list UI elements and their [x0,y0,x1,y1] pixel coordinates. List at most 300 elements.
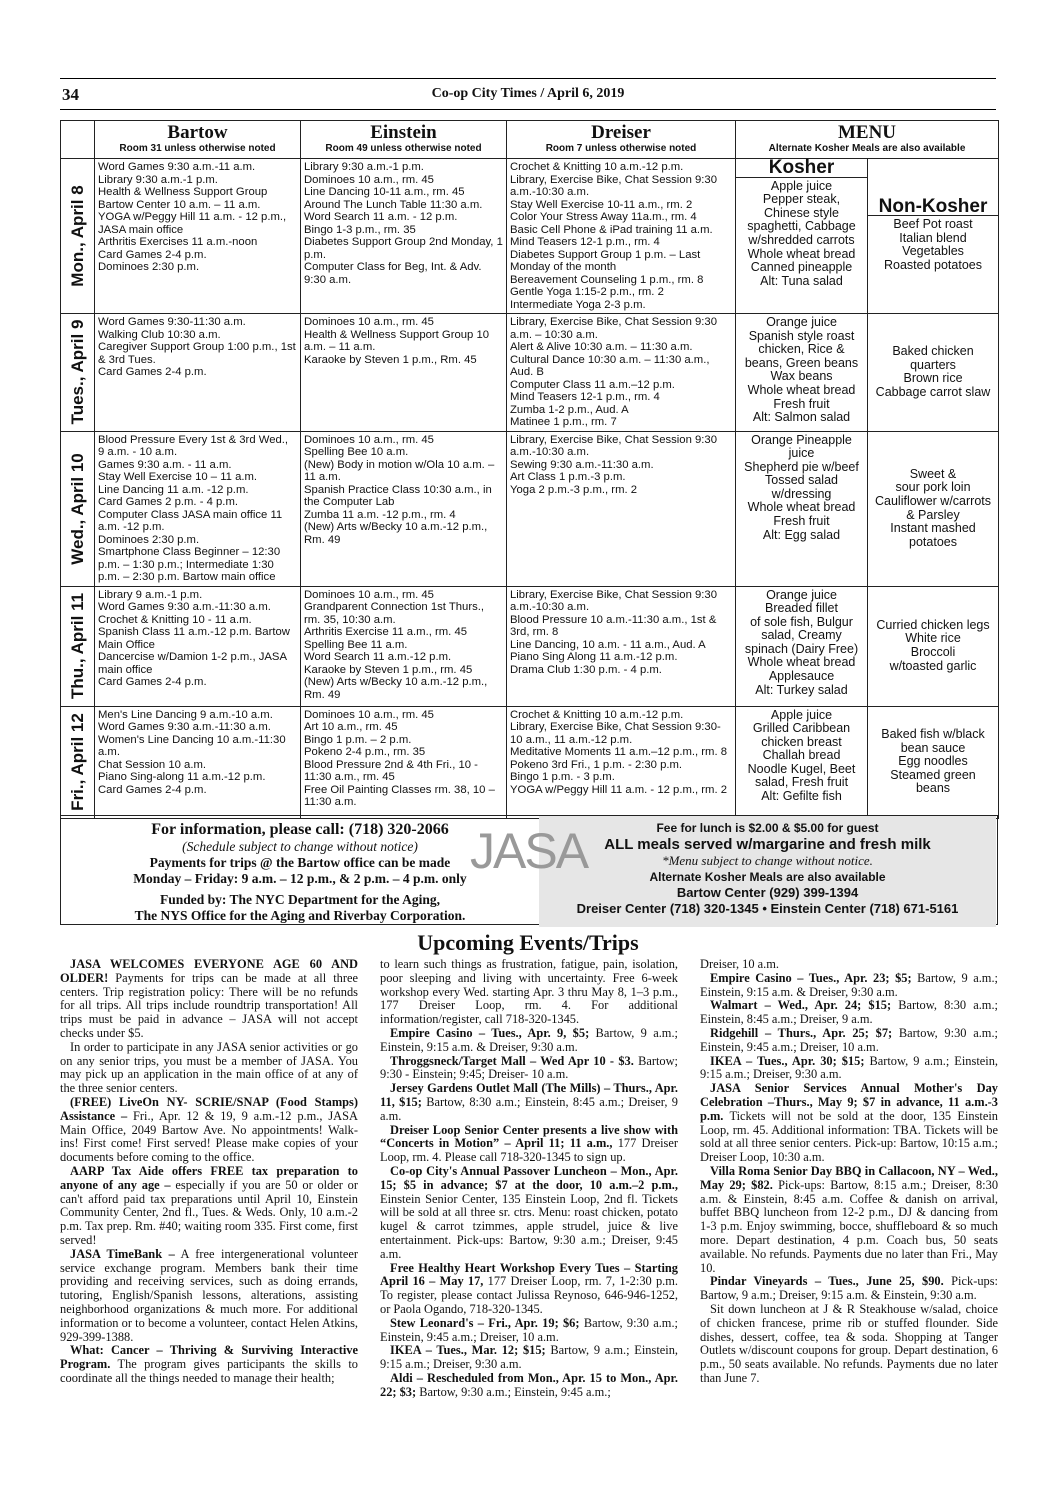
menu-item: Orange Pineapple [751,432,852,447]
menu-item: Apple juice [770,178,833,193]
activity: Matinee 1 p.m., rm. 7 [510,416,617,428]
event-body: 177 Dreiser Loop, rm. 4. Please call 718-320-1345 to sign up. [380,1136,678,1165]
activity: Gentle Yoga 1:15-2 p.m., rm. 2 [510,286,664,298]
menu-item: Fresh fruit [773,514,830,529]
activity: Card Games 2-4 p.m. [98,248,207,261]
activity: Dominoes 2:30 p.m. [98,261,200,273]
menu-item: Alt: Turkey salad [755,682,848,697]
activity: Word Games 9:30-11:30 a.m. [98,316,246,328]
event-paragraph [60,1165,358,1248]
activity: Dominoes 10 a.m., rm. 45 [304,433,434,446]
activity: Arthritis Exercise 11 a.m., rm. 45 [304,626,468,638]
activity: (New) Arts w/Becky 10 a.m.-12 p.m., Rm. 49 [304,521,488,546]
menu-item: Cauliflower w/carrots [875,493,992,508]
menu-title: MENU [837,122,897,143]
einstein-activities [301,706,507,818]
event-heading: Aldi – Rescheduled from Mon., Apr. 15 to Mon., Apr. 22; $3; [380,1370,678,1399]
activity: Spanish Class 11 a.m.-12 p.m. Bartow Main Office [98,626,290,651]
activity: Card Games 2-4 p.m. [98,783,207,796]
activity: Word Games 9:30 a.m.-11:30 a.m. [98,721,271,733]
menu-item: Alt: Salmon salad [752,410,851,425]
activity: Dominoes 10 a.m., rm. 45 [304,173,434,186]
activity: Zumba 11 a.m. -12 p.m., rm. 4 [304,508,456,521]
kosher-menu [736,586,868,706]
menu-item: Fresh fruit [773,396,830,411]
activity: Mind Teasers 12-1 p.m., rm. 4 [510,236,660,248]
nonkosher-menu [868,314,999,432]
event-paragraph [380,958,678,1027]
event-heading: JASA Senior Services Annual Mother's Day Celebration –Thurs., May 9; $7 in advance, 11 a.m.-3 p.m. [700,1081,998,1123]
event-paragraph [700,1165,998,1275]
activity: Bingo 1 p.m. - 3 p.m. [510,771,615,783]
event-body: The program gives participants the skills to coordinate all the things needed to manage their health; [60,1357,358,1385]
einstein-activities [301,314,507,432]
meals-note: ALL meals served w/margarine and fresh milk [604,836,931,853]
activity: Mind Teasers 12-1 p.m., rm. 4 [510,391,660,403]
event-paragraph [700,958,998,972]
event-body: Bartow, 9:30 a.m.; Einstein, 9:45 a.m.; Dreiser, 10 a.m. [380,1315,678,1344]
menu-item: beans [915,781,951,796]
event-body: Bartow, 9 a.m.; Einstein, 9:15 a.m. & Dreiser, 9:30 a.m. [700,970,998,999]
activity: Men's Line Dancing 9 a.m.-10 a.m. [98,708,273,721]
dreiser-activities [507,314,736,432]
activity: Stay Well Exercise 10-11 a.m., rm. 2 [510,198,693,211]
activity: Dominoes 10 a.m., rm. 45 [304,708,434,721]
activity: YOGA w/Peggy Hill 11 a.m. - 12 p.m., JASA main office [98,211,287,236]
activity: Art 10 a.m., rm. 45 [304,721,398,733]
menu-item: Roasted potatoes [884,257,982,272]
activity: Bingo 1 p.m. – 2 p.m. [304,733,412,746]
activity: Line Dancing 11 a.m. -12 p.m. [98,483,249,496]
menu-item: & Parsley [906,507,960,522]
event-paragraph [380,1344,678,1372]
schedule-table [60,120,999,819]
nonkosher-menu [868,431,999,586]
menu-item: Cabbage carrot slaw [875,384,991,399]
menu-header [736,121,999,159]
day-label: Fri., April 12 [67,713,87,811]
info-note: (Schedule subject to change without notice) [182,839,418,854]
activity: Computer Class JASA main office 11 a.m. -12 p.m. [98,508,283,533]
jasa-logo: JASA [470,823,588,879]
activity: Library 9 a.m.-1 p.m. [98,588,203,601]
event-body: A free intergenerational volunteer service exchange program. Members bank their time providing and receiving services, such as doing errands, tutoring, English/Spanish lessons, alterations, assisting neighborhood organizations & much more. For additional information or to become a volunteer, contact Helen Atkins, 929-399-1388. [60,1246,358,1344]
menu-item: Egg noodles [898,754,968,769]
event-paragraph [380,1082,678,1123]
menu-item: Whole wheat bread [747,382,856,397]
menu-note: Alternate Kosher Meals are also available [768,143,966,154]
menu-item: Apple juice [770,707,833,722]
event-body: 177 Dreiser Loop, rm. 7, 1-2:30 p.m. To register, please contact Julissa Reynoso, 646-946-1252, or Paola Ogando, 718-320-1345. [380,1274,678,1316]
activity: Library, Exercise Bike, Chat Session 9:30 a.m. – 10:30 a.m. [510,316,717,341]
menu-item: Shepherd pie w/beef [744,459,859,474]
day-label-cell [61,431,95,586]
activity: Dominoes 10 a.m., rm. 45 [304,316,434,328]
menu-item: w/shredded carrots [748,232,855,247]
activity: Word Games 9:30 a.m.-11 a.m. [98,161,256,173]
event-heading: Pindar Vineyards – Tues., June 25, $90. [710,1274,944,1289]
activity: (New) Body in motion w/Ola 10 a.m. – 11 a.m. [304,458,495,483]
dreiser-activities [507,159,736,314]
day-label: Wed., April 10 [67,452,87,565]
event-heading: Empire Casino – Tues., Apr. 9, $5; [390,1025,590,1040]
event-paragraph [700,972,998,1000]
kosher-header: Kosher [736,159,867,178]
menu-item: sour pork loin [895,480,971,495]
menu-item: Sweet & [909,466,957,481]
center-name: Dreiser [591,122,651,143]
activity: Card Games 2-4 p.m. [98,676,207,688]
day-label: Thu., April 11 [67,592,87,700]
bartow-activities [95,314,301,432]
activity: Caregiver Support Group 1:00 p.m., 1st & 3rd Tues. [98,341,296,366]
activity: YOGA w/Peggy Hill 11 a.m. - 12 p.m., rm. 2 [510,783,728,796]
menu-item: Instant mashed [890,521,976,536]
activity: Dominoes 10 a.m., rm. 45 [304,588,434,601]
event-heading: Dreiser Loop Senior Center presents a live show with “Concerts in Motion” – April 11; 11 a.m., [380,1122,678,1151]
event-body: Sit down luncheon at J & R Steakhouse w/salad, choice of chicken francese, prime rib or stuffed flounder. Side dishes, dessert, coffee, tea & soda. Shopping at Tanger Outlets w/discount coupons for group. Depart destination, 6 p.m., 50 seats available. No refunds. Payments due no later than June 7. [700,1301,998,1385]
activity: Karaoke by Steven 1 p.m., rm. 45 [304,663,473,676]
activity: Color Your Stress Away 11a.m., rm. 4 [510,211,697,223]
menu-item: Baked fish w/black [881,727,985,742]
day-label-cell [61,706,95,818]
menu-item: White rice [905,631,961,646]
menu-item: Brown rice [903,371,963,386]
event-heading: IKEA – Tues., Apr. 30; $15; [710,1053,865,1068]
bartow-activities [95,586,301,706]
bartow-phone: Bartow Center (929) 399-1394 [676,885,859,900]
event-body: Bartow, 9:30 a.m.; Einstein, 9:45 a.m.; Dreiser, 10 a.m. [700,1025,998,1054]
menu-item: Whole wheat bread [747,246,856,261]
activity: Spanish Practice Class 10:30 a.m., in the Computer Lab [304,483,492,508]
event-heading: Ridgehill – Thurs., Apr. 25; $7; [710,1025,893,1040]
lunch-fee: Fee for lunch is $2.00 & $5.00 for guest [656,821,879,835]
einstein-activities [301,431,507,586]
kosher-note: Alternate Kosher Meals are also available [649,870,886,884]
event-heading: Co-op City's Annual Passover Luncheon – Mon., Apr. 15; $5 in advance; $7 at the door, 10 a.m.–2 p.m., [380,1163,678,1192]
menu-item: Curried chicken legs [876,617,990,632]
menu-item: Broccoli [910,645,956,659]
menu-item: Pepper steak, [762,192,841,207]
activity: Yoga 2 p.m.-3 p.m., rm. 2 [510,483,638,496]
event-body: to learn such things as frustration, fatigue, pain, isolation, poor sleeping and living with uncertainty. Free 6-week workshop every Wed. starting Apr. 3 thru May 8, 1–3 p.m., 177 Dreiser Loop, rm. 4. For additional information/register, call 718-320-1345. [380,957,678,1027]
center-note: Room 31 unless otherwise noted [119,143,276,154]
event-body: especially if you are 50 or older or can't afford paid tax preparations until April 10, Einstein Community Center, 2nd fl., Tues. & Weds. Only, 10 a.m.-2 p.m. Tax prep. Rm. #40; waiting room 335. First come, first served! [60,1177,359,1247]
menu-item: Beef Pot roast [893,217,973,232]
dreiser-activities [507,706,736,818]
activity: Library, Exercise Bike, Chat Session 9:30-10 a.m., 11 a.m.-12 p.m. [510,721,721,746]
center-phones: Dreiser Center (718) 320-1345 • Einstein Center (718) 671-5161 [576,901,959,916]
event-paragraph [380,1317,678,1345]
menu-item: Spanish style roast [748,328,855,343]
menu-item: Alt: Tuna salad [760,273,843,288]
activity: Line Dancing, 10 a.m. - 11 a.m., Aud. A [510,638,706,651]
event-paragraph [700,1055,998,1083]
menu-item: Italian blend [899,230,967,245]
menu-item: w/toasted garlic [889,658,977,673]
day-label: Mon., April 8 [67,185,87,287]
activity: Bingo 1-3 p.m., rm. 35 [304,223,416,236]
event-paragraph [60,1041,358,1096]
menu-item: spaghetti, Cabbage [747,219,856,234]
event-paragraph [60,1344,358,1385]
event-heading: Empire Casino – Tues., Apr. 23; $5; [710,970,912,985]
menu-item: salad, Fresh fruit [754,775,849,790]
menu-item: salad, Creamy [761,628,842,643]
menu-item: juice [788,446,815,461]
event-heading: Free Healthy Heart Workshop Every Tues – Starting April 16 – May 17, [380,1260,678,1289]
day-label-cell [61,159,95,314]
activity: Alert & Alive 10:30 a.m. – 11:30 a.m. [510,341,693,353]
event-heading: JASA TimeBank – [70,1246,175,1261]
activity: Basic Cell Phone & iPad training 11 a.m. [510,223,713,236]
activity: Dancercise w/Damion 1-2 p.m., JASA main office [98,651,287,676]
info-left [61,816,539,927]
einstein-header [301,121,507,159]
event-paragraph [700,1027,998,1055]
event-body: Bartow, 8:30 a.m.; Einstein, 8:45 a.m.; Dreiser, 9 a.m. [700,998,998,1027]
activity: Chat Session 10 a.m. [98,758,207,771]
event-body: In order to participate in any JASA senior activities or go on any senior trips, you must be a member of JASA. You may pick up an application in the main office of at any of the three senior centers. [60,1039,358,1096]
activity: Pokeno 3rd Fri., 1 p.m. - 2:30 p.m. [510,758,683,771]
menu-item: Breaded fillet [765,601,838,616]
activity: Diabetes Support Group 2nd Monday, 1 p.m. [304,236,503,261]
event-body: Bartow, 9 a.m.; Einstein, 9:15 a.m.; Dreiser, 9:30 a.m. [380,1343,678,1372]
menu-item: chicken, Rice & [758,342,845,357]
bartow-activities [95,431,301,586]
event-body: Pick-ups: Bartow, 8:15 a.m.; Dreiser, 8:30 a.m. & Einstein, 8:45 a.m. Coffee & danish on arrival, buffet BBQ luncheon from 12-2 p.m., DJ & dancing from 1-3 p.m. Enjoy swimming, bocce, shuffleboard & so much more. Depart destination, 4 p.m. Coach bus, 50 seats available. No refunds. Payments due no later than Fri., May 10. [700,1177,999,1275]
event-body: Fri., Apr. 12 & 19, 9 a.m.-12 p.m., JASA Main Office, 2049 Bartow Ave. No appointments! Walk-ins! First come! First served! Please make copies of your documents before coming to the office. [60,1108,358,1165]
activity: Line Dancing 10-11 a.m., rm. 45 [304,186,465,198]
activity: Library 9:30 a.m.-1 p.m. [304,161,424,173]
activity: Pokeno 2-4 p.m., rm. 35 [304,746,426,758]
einstein-activities [301,586,507,706]
activity: Blood Pressure 10 a.m.-11:30 a.m., 1st & 3rd, rm. 8 [510,613,717,638]
nonkosher-menu [868,706,999,818]
event-paragraph [60,1248,358,1345]
menu-item: quarters [910,357,956,372]
event-paragraph [380,1027,678,1055]
event-heading: Stew Leonard's – Fri., Apr. 19; $6; [390,1315,580,1330]
event-body: Dreiser, 10 a.m. [700,957,779,971]
event-heading: IKEA – Tues., Mar. 12; $15; [390,1343,546,1358]
event-paragraph [380,1165,678,1262]
dreiser-activities [507,431,736,586]
activity: Piano Sing-along 11 a.m.-12 p.m. [98,771,266,783]
activity: Card Games 2-4 p.m. [98,366,207,378]
day-row [61,706,999,818]
center-name: Einstein [370,122,437,143]
events-column-2 [380,958,678,1400]
menu-item: Whole wheat bread [747,500,856,515]
activity: Card Games 2 p.m. - 4 p.m. [98,496,238,508]
menu-item: Challah bread [762,748,841,763]
event-heading: Throggsneck/Target Mall – Wed Apr 10 - $3. [390,1053,634,1068]
menu-item: Grilled Caribbean [752,721,851,736]
event-paragraph [380,1124,678,1165]
activity: Health & Wellness Support Group Bartow Center 10 a.m. – 11 a.m. [98,186,268,211]
nonkosher-menu [868,586,999,706]
day-row [61,431,999,586]
activity: Arthritis Exercises 11 a.m.-noon [98,236,258,248]
page-header [60,78,996,110]
menu-item: Chinese style [763,205,840,220]
activity: Crochet & Knitting 10 a.m.-12 p.m. [510,161,684,173]
menu-item: Orange juice [766,587,837,602]
bartow-header [95,121,301,159]
activity: Computer Class for Beg, Int. & Adv. 9:30 a.m. [304,261,482,286]
menu-item: Wax beans [770,369,833,384]
corner-cell [61,121,95,159]
info-funded-2: The NYS Office for the Aging and Riverbay Corporation. [134,908,466,923]
menu-item: Orange juice [766,315,837,329]
info-hours: Monday – Friday: 9 a.m. – 12 p.m., & 2 p.m. – 4 p.m. only [133,871,467,886]
event-body: Bartow, 9 a.m.; Einstein, 9:15 a.m. & Dreiser, 9:30 a.m. [380,1025,678,1054]
menu-item: Alt: Gefilte fish [761,789,842,804]
event-paragraph [380,1055,678,1083]
kosher-menu [736,314,868,432]
activity: Cultural Dance 10:30 a.m. – 11:30 a.m., Aud. B [510,353,710,378]
event-paragraph [60,958,358,1041]
event-heading: Walmart – Wed., Apr. 24; $15; [710,998,892,1013]
menu-item: bean sauce [900,740,966,755]
day-row [61,586,999,706]
menu-item: Applesauce [768,669,835,684]
info-funded: Funded by: The NYC Department for the Aging, [159,892,440,907]
activity: Health & Wellness Support Group 10 a.m. – 11 a.m. [304,328,490,353]
activity: Intermediate Yoga 2-3 p.m. [510,298,646,311]
menu-item: Steamed green [890,767,976,782]
activity: Walking Club 10:30 a.m. [98,328,221,341]
info-payments: Payments for trips @ the Bartow office can be made [149,855,451,870]
menu-item: potatoes [909,534,957,549]
activity: Crochet & Knitting 10 - 11 a.m. [98,613,252,626]
activity: Dominoes 2:30 p.m. [98,533,200,546]
activity: Spelling Bee 10 a.m. [304,446,409,458]
activity: Smartphone Class Beginner – 12:30 p.m. – 1:30 p.m.; Intermediate 1:30 p.m. – 2:30 p.m. Bartow main office [98,546,281,583]
kosher-menu [736,159,868,314]
publication-title: Co-op City Times / April 6, 2019 [431,86,625,101]
activity: Around The Lunch Table 11:30 a.m. [304,198,483,211]
nonkosher-header: Non-Kosher [868,198,998,217]
dreiser-header [507,121,736,159]
activity: Library, Exercise Bike, Chat Session 9:30 a.m.-10:30 a.m. [510,588,717,613]
events-title: Upcoming Events/Trips [417,930,639,955]
activity: Library 9:30 a.m.-1 p.m. [98,173,218,186]
event-body: Payments for trips can be made at all three centers. Trip registration policy: There will be no refunds for all trips. All trips include roundtrip transportation! All trips must be paid in advance – JASA will not accept checks under $5. [60,970,358,1040]
activity: Spelling Bee 11 a.m. [304,638,408,651]
page-number: 34 [62,85,79,104]
event-heading: JASA WELCOMES EVERYONE AGE 60 AND OLDER! [60,957,358,985]
activity: Stay Well Exercise 10 – 11 a.m. [98,471,258,483]
menu-item: Alt: Egg salad [762,527,841,542]
activity: Zumba 1-2 p.m., Aud. A [510,403,629,416]
kosher-menu [736,706,868,818]
dreiser-activities [507,586,736,706]
activity: (New) Arts w/Becky 10 a.m.-12 p.m., Rm. 49 [304,676,488,701]
activity: Women's Line Dancing 10 a.m.-11:30 a.m. [98,733,286,758]
menu-disclaimer: *Menu subject to change without notice. [662,853,873,868]
menu-item: spinach (Dairy Free) [744,641,859,656]
event-paragraph [380,1372,678,1400]
activity: Drama Club 1:30 p.m. - 4 p.m. [510,663,662,676]
activity: Word Search 11 a.m. - 12 p.m. [304,211,458,223]
activity: Art Class 1 p.m.-3 p.m. [510,471,626,483]
activity: Diabetes Support Group 1 p.m. – Last Monday of the month [510,248,701,273]
event-paragraph [700,1303,998,1386]
einstein-activities [301,159,507,314]
day-label-cell [61,586,95,706]
event-paragraph [700,999,998,1027]
event-heading: (FREE) LiveOn NY- SCRIE/SNAP (Food Stamps) Assistance – [60,1094,358,1123]
menu-item: chicken breast [761,734,842,749]
menu-item: of sole fish, Bulgur [750,614,853,629]
menu-item: beans, Green beans [744,355,859,370]
menu-item: Whole wheat bread [747,655,856,670]
event-body: Einstein Senior Center, 135 Einstein Loop, 2nd fl. Tickets will be sold at all three sr. ctrs. Menu: roast chicken, potato kugel & carrot tzimmes, apple strudel, juice & live entertainment. Pick-ups: Bartow, 9:30 a.m.; Dreiser, 9:45 a.m. [380,1191,678,1261]
event-body: Bartow, 8:30 a.m.; Einstein, 8:45 a.m.; Dreiser, 9 a.m. [380,1094,678,1123]
event-body: Tickets will not be sold at the door, 135 Einstein Loop, rm. 45. Additional information: TBA. Tickets will be sold at all three senior centers. Pick-up: Bartow, 10:15 a.m.; Dreiser Loop, 10:30 a.m. [700,1108,998,1165]
kosher-menu [736,431,868,586]
activity: Grandparent Connection 1st Thurs., rm. 35, 10:30 a.m. [304,601,485,626]
activity: Word Search 11 a.m.-12 p.m. [304,651,452,663]
event-heading: Jersey Gardens Outlet Mall (The Mills) – Thurs., Apr. 11, $15; [380,1081,678,1109]
info-right [539,816,996,927]
event-heading: AARP Tax Aide offers FREE tax preparation to anyone of any age – [60,1163,358,1192]
event-paragraph [700,1275,998,1303]
activity: Computer Class 11 a.m.–12 p.m. [510,378,675,391]
activity: Free Oil Painting Classes rm. 38, 10 – 11:30 a.m. [304,783,495,808]
activity: Sewing 9:30 a.m.-11:30 a.m. [510,458,654,471]
bartow-activities [95,706,301,818]
menu-item: Vegetables [902,244,964,259]
activity: Piano Sing Along 11 a.m.-12 p.m. [510,651,678,663]
event-heading: Villa Roma Senior Day BBQ in Callacoon, NY – Wed., May 29; $82. [700,1163,998,1192]
activity: Word Games 9:30 a.m.-11:30 a.m. [98,601,271,613]
center-name: Bartow [167,122,228,143]
events-column-3 [700,958,998,1386]
event-paragraph [60,1096,358,1165]
activity: Games 9:30 a.m. - 11 a.m. [98,458,232,471]
activity: Library, Exercise Bike, Chat Session 9:30 a.m.-10:30 a.m. [510,433,717,458]
menu-item: Canned pineapple [750,260,853,275]
center-note: Room 7 unless otherwise noted [545,143,697,154]
activity: Karaoke by Steven 1 p.m., Rm. 45 [304,353,477,366]
activity: Blood Pressure Every 1st & 3rd Wed., 9 a.m. - 10 a.m. [98,433,289,458]
menu-item: Tossed salad [765,473,838,488]
menu-item: Baked chicken [892,344,974,359]
event-paragraph [380,1262,678,1317]
activity: Blood Pressure 2nd & 4th Fri., 10 - 11:30 a.m., rm. 45 [304,758,478,783]
menu-item: w/dressing [771,486,832,501]
bartow-activities [95,159,301,314]
event-heading: What: Cancer – Thriving & Surviving Interactive Program. [60,1343,358,1372]
activity: Bereavement Counseling 1 p.m., rm. 8 [510,273,704,286]
menu-item: Noodle Kugel, Beet [747,761,856,776]
info-phone: For information, please call: (718) 320-2066 [151,821,449,838]
day-label: Tues., April 9 [67,319,87,425]
event-paragraph [700,1082,998,1165]
events-column-1 [60,958,358,1386]
activity: Library, Exercise Bike, Chat Session 9:30 a.m.-10:30 a.m. [510,173,717,198]
event-body: Bartow; 9:30 - Einstein; 9:45; Dreiser- 10 a.m. [380,1053,678,1082]
event-body: Bartow, 9:30 a.m.; Einstein, 9:45 a.m.; [416,1384,611,1399]
event-body: Bartow, 9 a.m.; Einstein, 9:15 a.m.; Dreiser, 9:30 a.m. [700,1053,998,1082]
day-row [61,159,999,314]
day-row [61,314,999,432]
nonkosher-menu [868,159,999,314]
center-note: Room 49 unless otherwise noted [325,143,482,154]
